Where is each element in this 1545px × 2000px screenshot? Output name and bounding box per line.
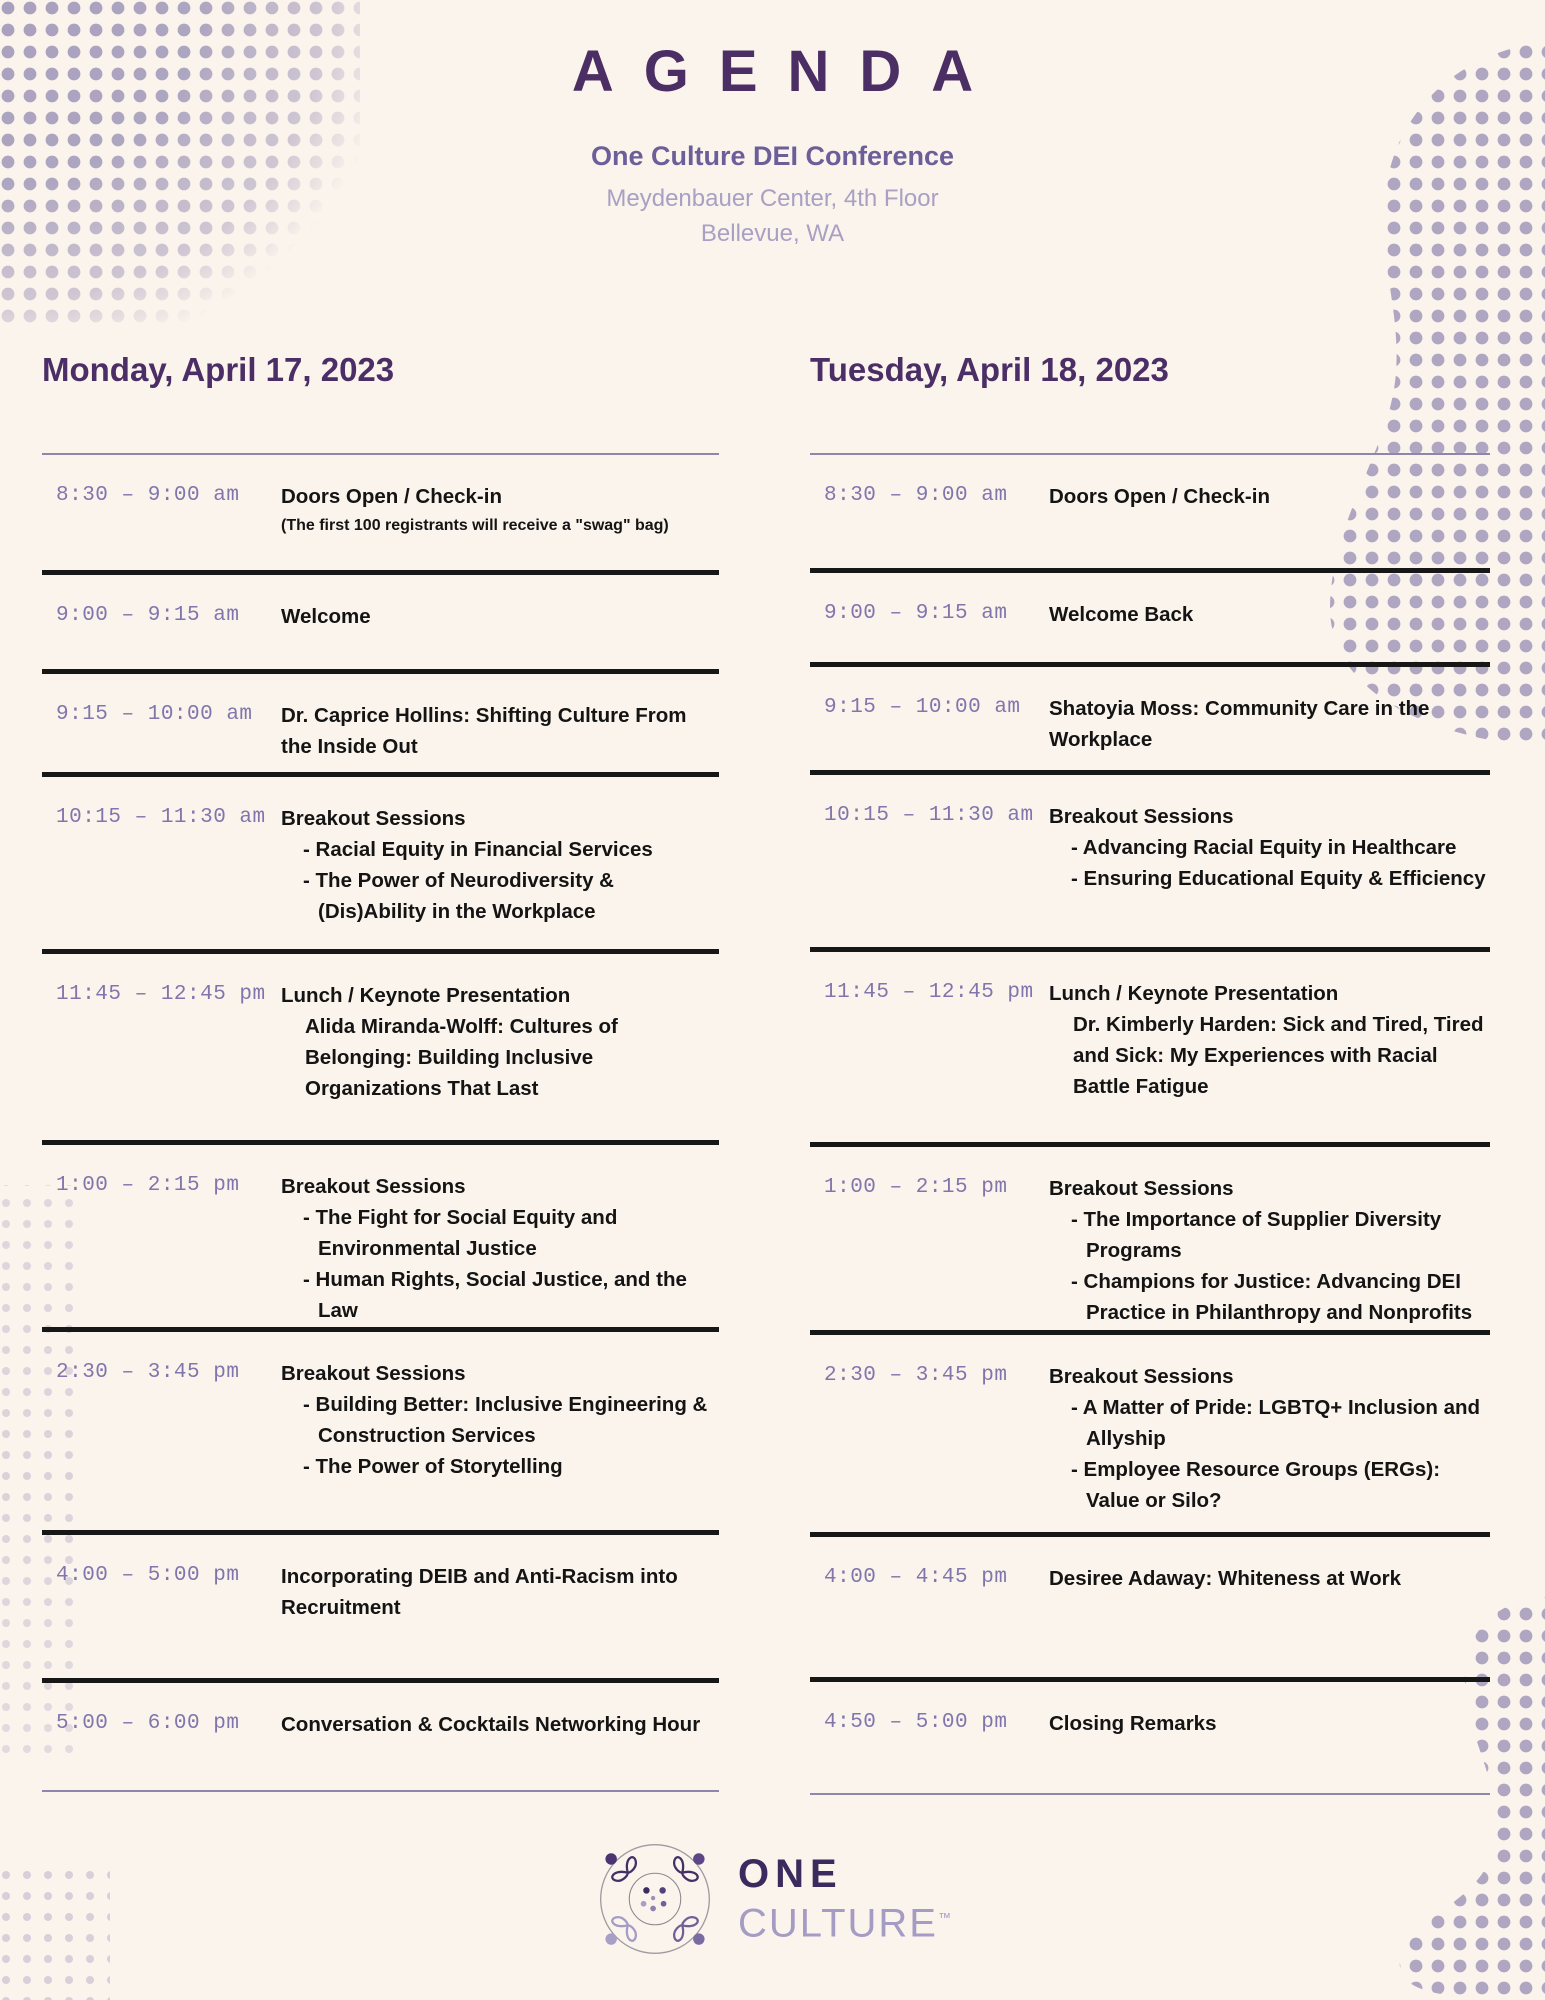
time-range: 2:30 – 3:45 pm — [56, 1361, 240, 1384]
trademark-symbol: ™ — [937, 1910, 951, 1926]
session-title: Breakout Sessions — [281, 1175, 466, 1198]
session-description — [1049, 481, 1490, 512]
time-range: 11:45 – 12:45 pm — [824, 981, 1034, 1004]
session-title: Doors Open / Check-in — [1049, 485, 1270, 508]
one-culture-logo-icon — [594, 1838, 716, 1960]
agenda-row — [42, 777, 719, 954]
agenda-row — [42, 455, 719, 575]
time-range: 4:00 – 4:45 pm — [824, 1566, 1008, 1589]
session-title: Alida Miranda-Wolff: Cultures of Belonging: Building Inclusive Organizations That Last — [305, 1015, 618, 1100]
time-range: 4:00 – 5:00 pm — [56, 1564, 240, 1587]
agenda-row — [42, 1332, 719, 1535]
agenda-row — [810, 573, 1490, 667]
time-range: 11:45 – 12:45 pm — [56, 983, 266, 1006]
brand-word-one: ONE — [738, 1852, 843, 1897]
session-description — [281, 980, 719, 1104]
agenda-row — [810, 455, 1490, 573]
city-line: Bellevue, WA — [700, 220, 845, 247]
agenda-row — [810, 775, 1490, 952]
venue-line: Meydenbauer Center, 4th Floor — [606, 185, 939, 212]
session-description — [281, 1709, 719, 1740]
session-title: Welcome Back — [1049, 603, 1194, 626]
session-bullet: - A Matter of Pride: LGBTQ+ Inclusion and Allyship — [1071, 1396, 1481, 1450]
agenda-row — [810, 667, 1490, 775]
time-range: 1:00 – 2:15 pm — [56, 1174, 240, 1197]
session-bullet: - Human Rights, Social Justice, and the Law — [303, 1268, 687, 1322]
session-title: Conversation & Cocktails Networking Hour — [281, 1713, 701, 1736]
agenda-row — [810, 1682, 1490, 1795]
time-range: 2:30 – 3:45 pm — [824, 1364, 1008, 1387]
session-bullet: - Advancing Racial Equity in Healthcare — [1071, 836, 1457, 859]
agenda-rows — [810, 455, 1490, 1795]
session-description — [281, 601, 719, 632]
time-range: 9:15 – 10:00 am — [56, 703, 253, 726]
brand-word-culture — [738, 1896, 951, 1945]
agenda-row — [42, 1145, 719, 1332]
session-description — [1049, 1563, 1490, 1594]
session-bullet: - Racial Equity in Financial Services — [303, 838, 653, 861]
session-description — [281, 1171, 719, 1326]
time-range: 9:00 – 9:15 am — [824, 602, 1008, 625]
session-title: Desiree Adaway: Whiteness at Work — [1049, 1567, 1402, 1590]
time-range: 9:15 – 10:00 am — [824, 696, 1021, 719]
agenda-row — [810, 1335, 1490, 1537]
conference-name: One Culture DEI Conference — [590, 141, 955, 171]
session-description — [1049, 978, 1490, 1102]
session-bullet: - The Fight for Social Equity and Environmental Justice — [303, 1206, 618, 1260]
session-description — [1049, 1173, 1490, 1328]
session-title: Incorporating DEIB and Anti-Racism into Recruitment — [281, 1565, 678, 1619]
session-title: Breakout Sessions — [1049, 805, 1234, 828]
session-bullet: - Building Better: Inclusive Engineering & Construction Services — [303, 1393, 708, 1447]
session-title: Dr. Caprice Hollins: Shifting Culture From the Inside Out — [281, 704, 687, 758]
session-description — [1049, 801, 1490, 894]
footer-brand — [0, 1838, 1545, 1960]
session-title: Breakout Sessions — [281, 807, 466, 830]
session-description — [281, 1561, 719, 1623]
session-description — [281, 1358, 719, 1482]
time-range: 9:00 – 9:15 am — [56, 604, 240, 627]
time-range: 5:00 – 6:00 pm — [56, 1712, 240, 1735]
session-bullet: - Employee Resource Groups (ERGs): Value or Silo? — [1071, 1458, 1441, 1512]
agenda-row — [42, 1535, 719, 1683]
session-description — [1049, 599, 1490, 630]
session-bullet: - The Power of Neurodiversity & (Dis)Ability in the Workplace — [303, 869, 614, 923]
session-note: (The first 100 registrants will receive a "swag" bag) — [281, 517, 669, 534]
session-title: Closing Remarks — [1049, 1712, 1217, 1735]
page-title: AGENDA — [571, 39, 1004, 104]
session-title: Welcome — [281, 605, 371, 628]
agenda-row — [810, 1147, 1490, 1335]
time-range: 10:15 – 11:30 am — [56, 806, 266, 829]
session-description — [281, 700, 719, 762]
session-description — [1049, 1708, 1490, 1739]
agenda-row — [810, 952, 1490, 1147]
session-bullet: - The Power of Storytelling — [303, 1455, 563, 1478]
agenda-row — [42, 674, 719, 777]
time-range: 10:15 – 11:30 am — [824, 804, 1034, 827]
agenda-row — [42, 575, 719, 674]
time-range: 8:30 – 9:00 am — [56, 484, 240, 507]
session-title: Shatoyia Moss: Community Care in the Workplace — [1049, 697, 1430, 751]
session-description — [281, 803, 719, 927]
session-title: Dr. Kimberly Harden: Sick and Tired, Tired and Sick: My Experiences with Racial Battle Fatigue — [1073, 1013, 1484, 1098]
time-range: 1:00 – 2:15 pm — [824, 1176, 1008, 1199]
agenda-rows — [42, 455, 719, 1792]
session-title: Breakout Sessions — [1049, 1177, 1234, 1200]
session-title: Lunch / Keynote Presentation — [281, 984, 571, 1007]
day-column-tuesday — [810, 351, 1490, 1795]
time-range: 4:50 – 5:00 pm — [824, 1711, 1008, 1734]
day-title-monday: Monday, April 17, 2023 — [42, 351, 395, 388]
session-title: Breakout Sessions — [1049, 1365, 1234, 1388]
session-description — [1049, 1361, 1490, 1516]
day-column-monday — [42, 351, 719, 1792]
session-bullet: - Ensuring Educational Equity & Efficiency — [1071, 867, 1486, 890]
session-title: Breakout Sessions — [281, 1362, 466, 1385]
session-bullet: - The Importance of Supplier Diversity Programs — [1071, 1208, 1442, 1262]
brand-word-culture-text: CULTURE — [738, 1901, 938, 1946]
session-description — [1049, 693, 1490, 755]
agenda-row — [42, 1683, 719, 1792]
document-header — [0, 38, 1545, 248]
day-title-tuesday: Tuesday, April 18, 2023 — [810, 351, 1169, 388]
session-title: Doors Open / Check-in — [281, 485, 502, 508]
session-description — [281, 481, 719, 537]
agenda-row — [42, 954, 719, 1145]
agenda-row — [810, 1537, 1490, 1682]
session-bullet: - Champions for Justice: Advancing DEI Practice in Philanthropy and Nonprofits — [1071, 1270, 1473, 1324]
time-range: 8:30 – 9:00 am — [824, 484, 1008, 507]
session-title: Lunch / Keynote Presentation — [1049, 982, 1339, 1005]
brand-wordmark — [738, 1852, 951, 1945]
